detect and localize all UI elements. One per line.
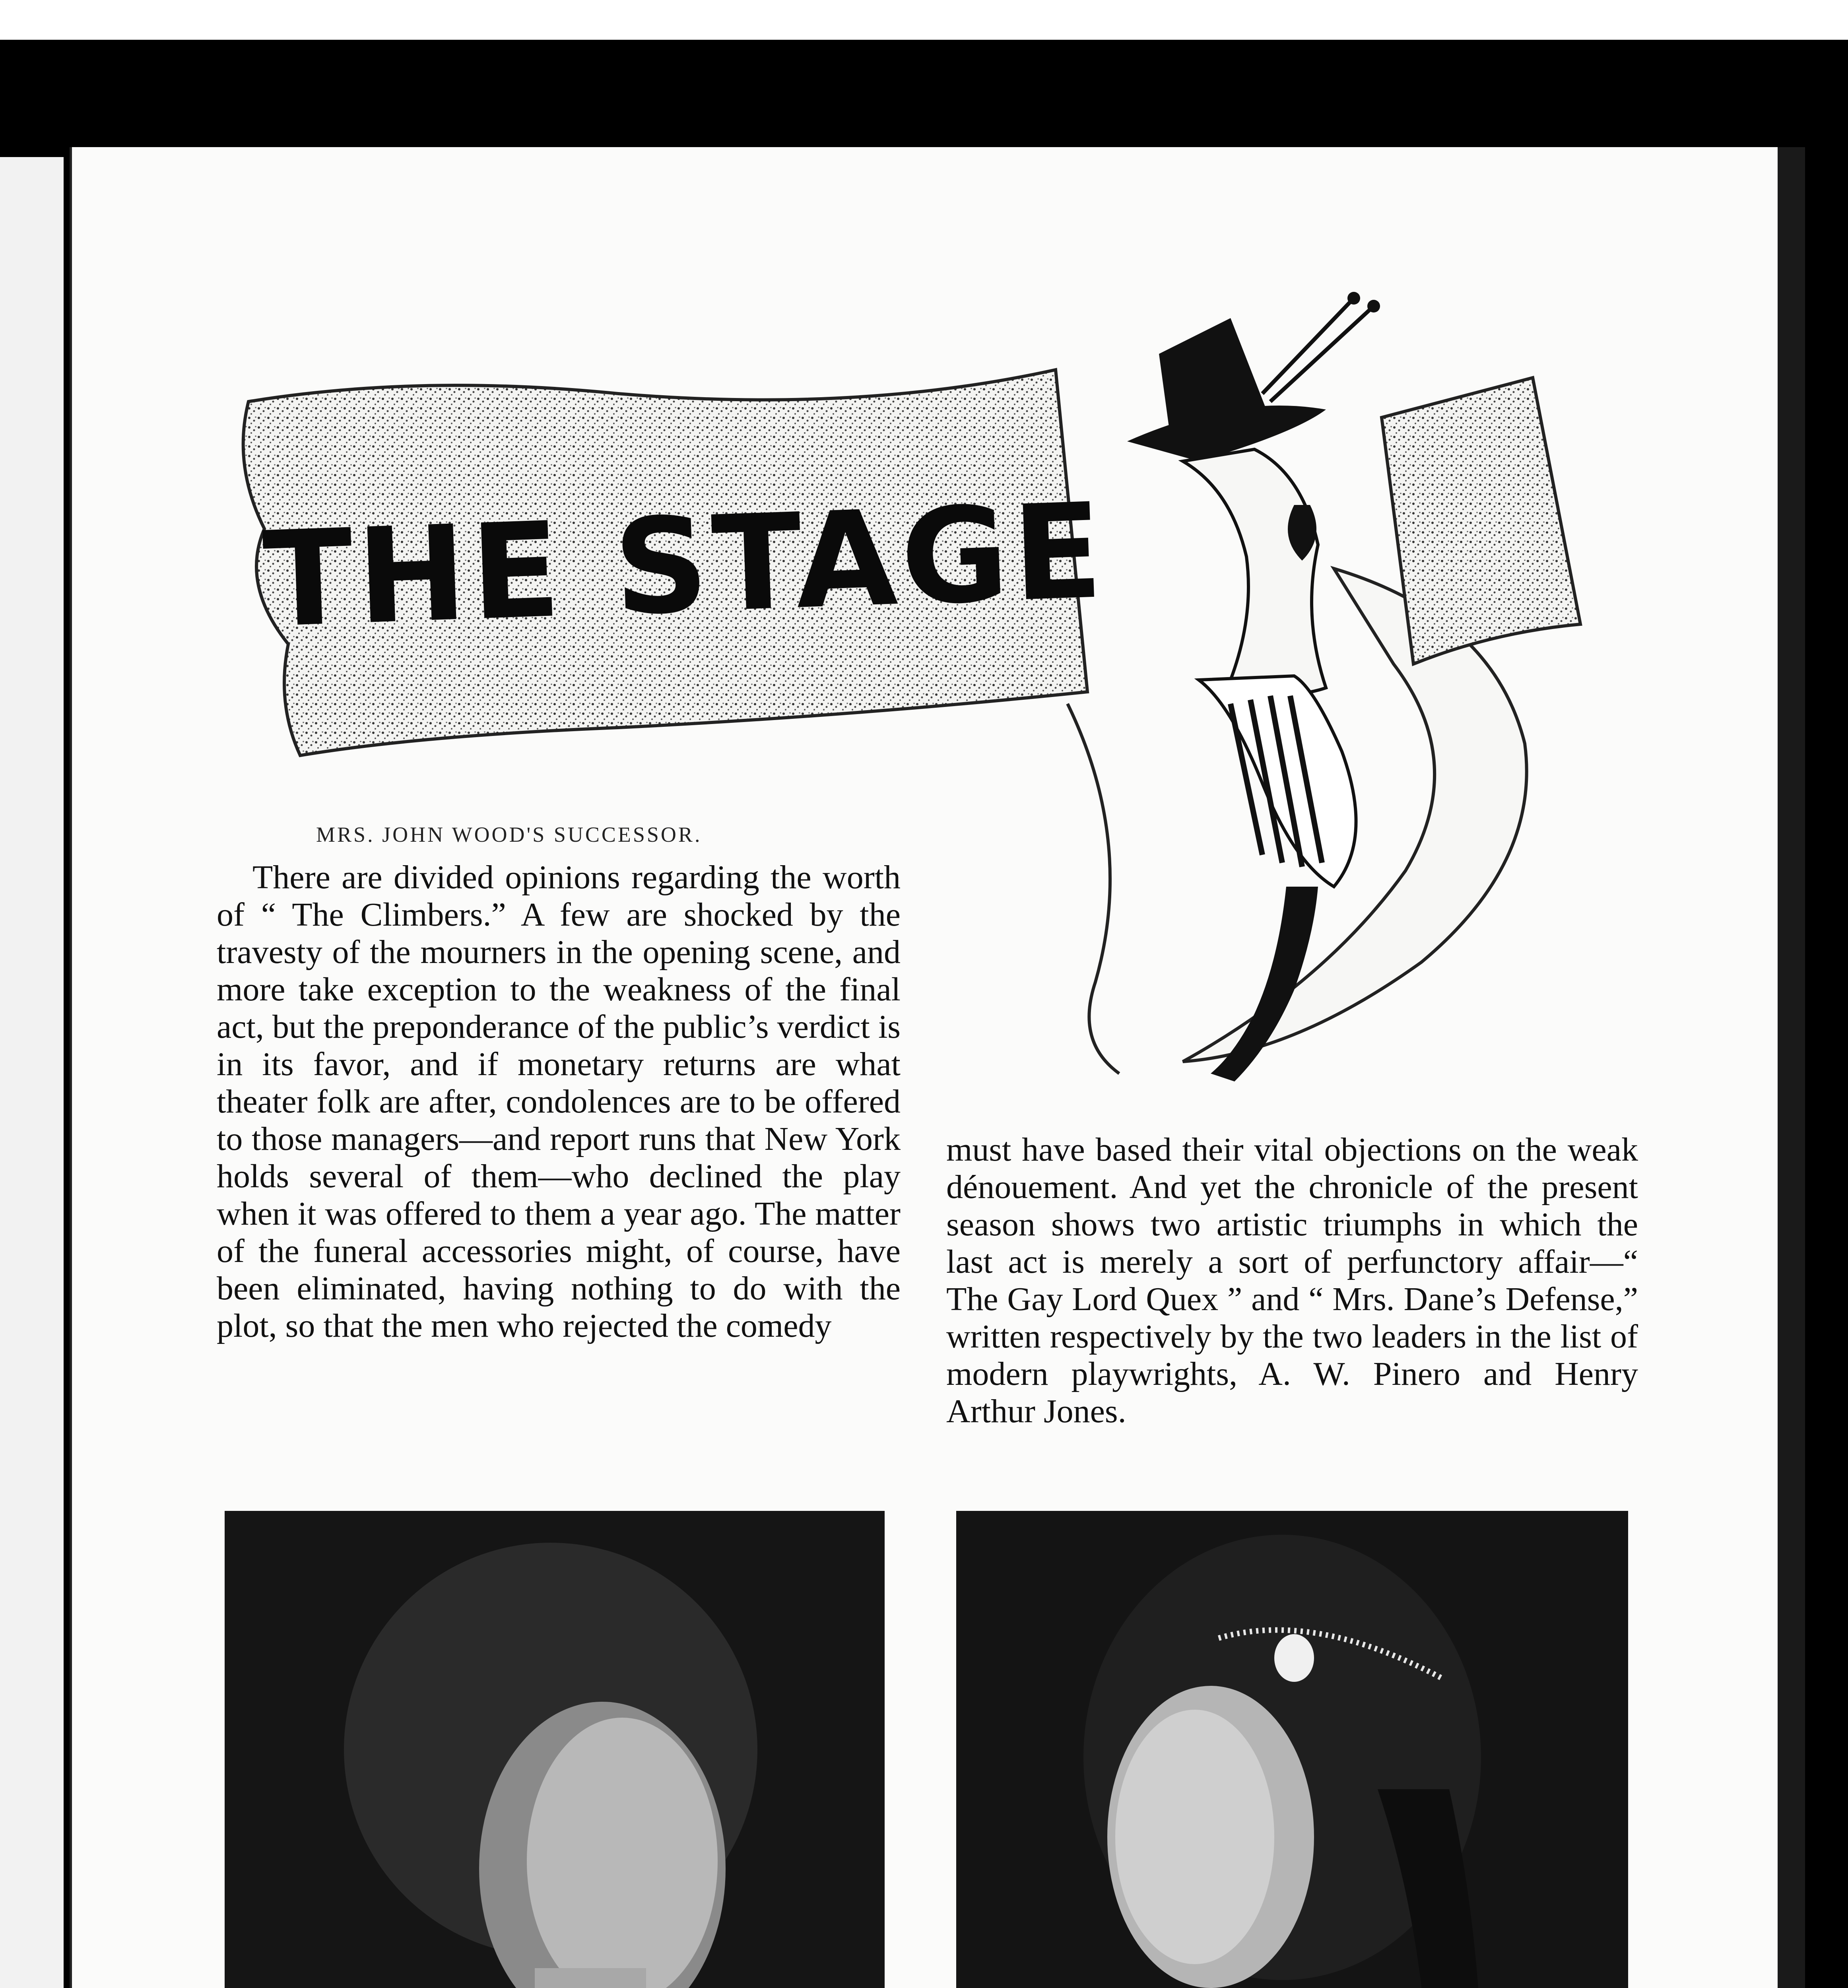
page-shadow-edge — [1777, 147, 1805, 1988]
photo-eugenie-blair — [956, 1511, 1628, 1988]
photo-lena-ashwell — [225, 1511, 885, 1988]
article-paragraph-left: There are divided opinions regarding the worth of “ The Climbers.” A few are shocked by the travesty of the mourners in the opening scene, and more take exception to the weakness of the final act, but the preponderance of the public’s verdict is in its favor, and if monetary returns are what theater folk are after, condolences are to be offered to those managers—and report runs that New York holds several of them—who declined the play when it was offered to them a year ago. The matter of the funeral accessories might, of course, have been eliminated, having nothing to do with the plot, so that the men who rejected the comedy — [217, 859, 901, 1344]
scan-top-strip — [0, 0, 1848, 40]
logo-the-stage: THE STAGE — [261, 474, 1109, 657]
banner-right-flag — [1382, 378, 1580, 664]
article-column-left — [217, 859, 901, 1345]
article-column-right — [946, 1131, 1638, 1430]
article-paragraph-right: must have based their vital objections on the weak dénouement. And yet the chronicle of the present season shows two artistic triumphs in which the last act is merely a sort of perfunctory affair—“ The Gay Lord Quex ” and “ Mrs. Dane’s Defense,” written respectively by the two leaders in the list of modern playwrights, A. W. Pinero and Henry Arthur Jones. — [946, 1131, 1638, 1430]
section-heading: MRS. JOHN WOOD'S SUCCESSOR. — [316, 823, 702, 846]
adjacent-page-edge — [0, 157, 69, 1988]
